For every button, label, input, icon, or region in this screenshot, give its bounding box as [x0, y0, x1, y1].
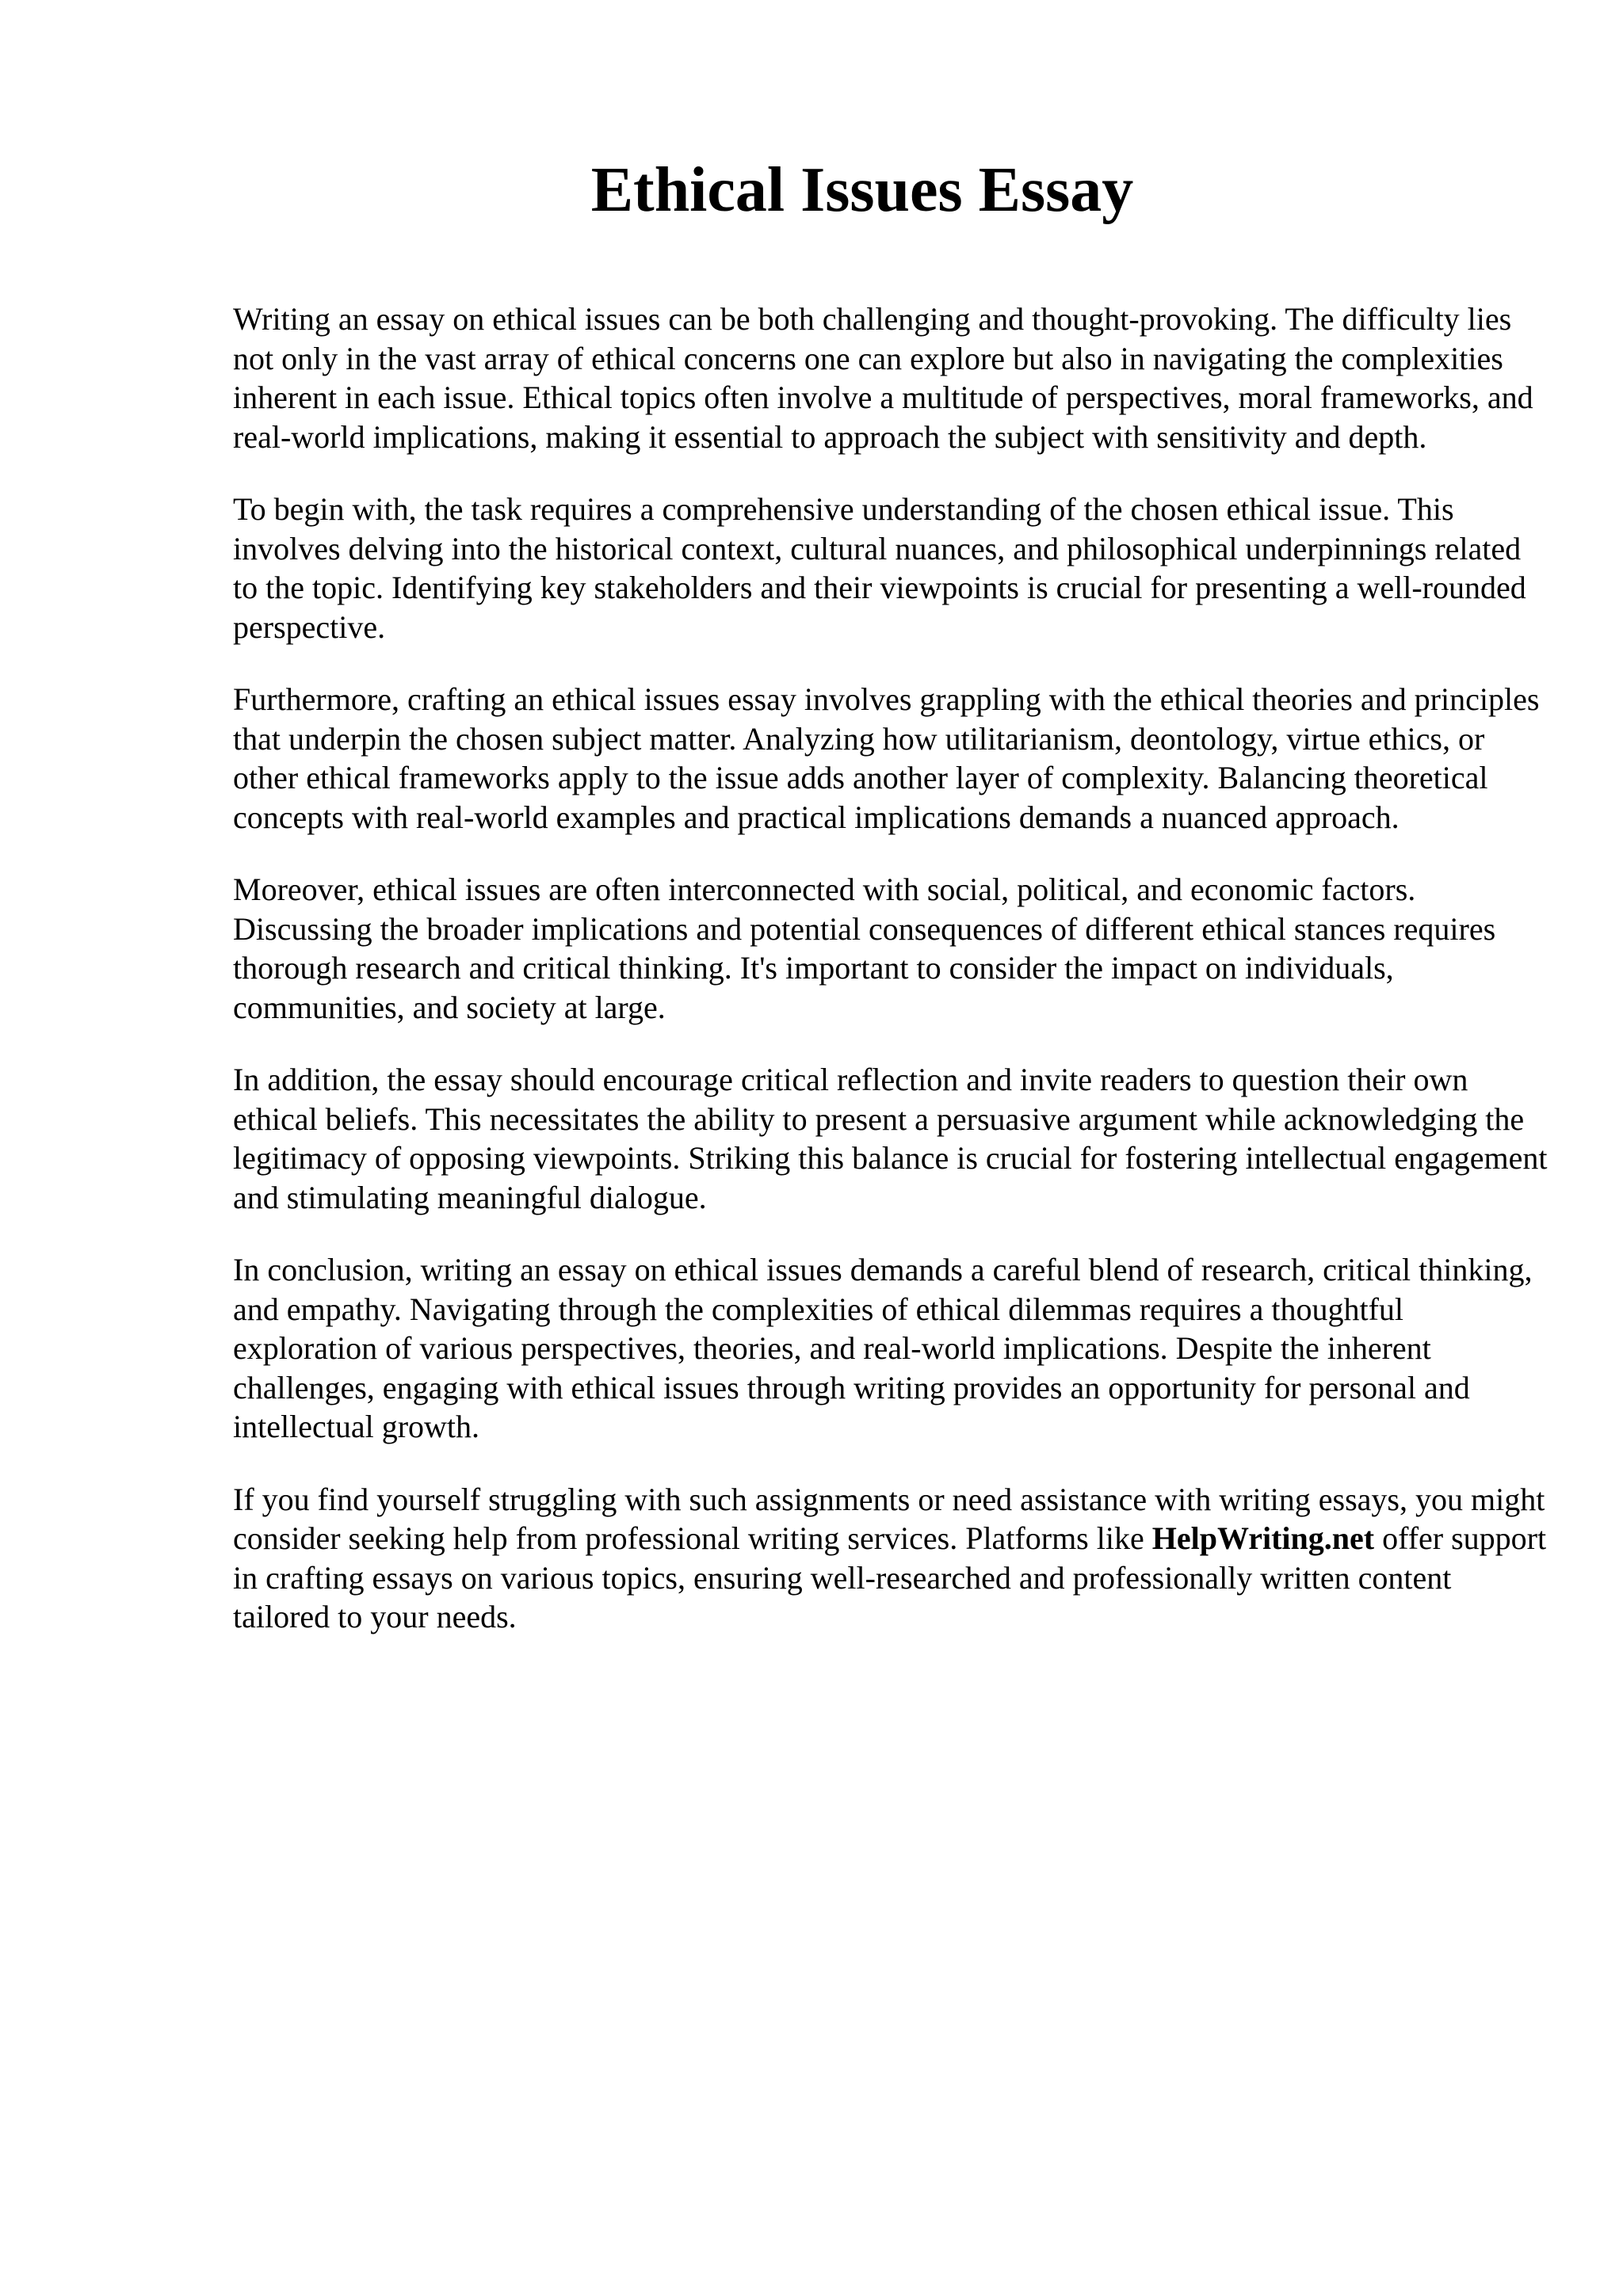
paragraph-4: Moreover, ethical issues are often interconnected with social, political, and economic factors. Discussing the broader implications and potential consequences of different ethical stances requires thorough research and critical thinking. It's important to consider the impact on individuals, communities, and society at large.	[233, 871, 1496, 1025]
paragraph-1: Writing an essay on ethical issues can be both challenging and thought-provoking. The difficulty lies not only in the vast array of ethical concerns one can explore but also in navigating the complexities inherent in each issue. Ethical topics often involve a multitude of perspectives, moral frameworks, and real-world implications, making it essential to approach the subject with sensitivity and depth.	[233, 301, 1533, 455]
document-title: Ethical Issues Essay	[590, 155, 1134, 225]
closing-text-before: If you find yourself struggling with such assignments or need assistance with writing essays, you might consider seeking help from professional writing services. Platforms like	[233, 1481, 1545, 1556]
paragraph-3: Furthermore, crafting an ethical issues essay involves grappling with the ethical theories and principles that underpin the chosen subject matter. Analyzing how utilitarianism, deontology, virtue ethics, or other ethical frameworks apply to the issue adds another layer of complexity. Balancing theoretical concepts with real-world examples and practical implications demands a nuanced approach.	[233, 681, 1540, 835]
paragraph-6: In conclusion, writing an essay on ethical issues demands a careful blend of research, critical thinking, and empathy. Navigating through the complexities of ethical dilemmas requires a thoughtful exploration of various perspectives, theories, and real-world implications. Despite the inherent challenges, engaging with ethical issues through writing provides an opportunity for personal and intellectual growth.	[233, 1252, 1533, 1444]
brand-name: HelpWriting.net	[1151, 1520, 1375, 1556]
paragraph-5: In addition, the essay should encourage critical reflection and invite readers to question their own ethical beliefs. This necessitates the ability to present a persuasive argument while acknowledging the legitimacy of opposing viewpoints. Striking this balance is crucial for fostering intellectual engagement and stimulating meaningful dialogue.	[233, 1062, 1548, 1215]
closing-paragraph	[233, 1480, 1552, 1637]
paragraph-2: To begin with, the task requires a comprehensive understanding of the chosen ethical issue. This involves delving into the historical context, cultural nuances, and philosophical underpinnings related to the topic. Identifying key stakeholders and their viewpoints is crucial for presenting a well-rounded perspective.	[233, 491, 1526, 645]
essay-body	[233, 299, 1552, 1670]
closing-text-after: offer support in crafting essays on various topics, ensuring well-researched and professionally written content tailored to your needs.	[233, 1520, 1547, 1634]
